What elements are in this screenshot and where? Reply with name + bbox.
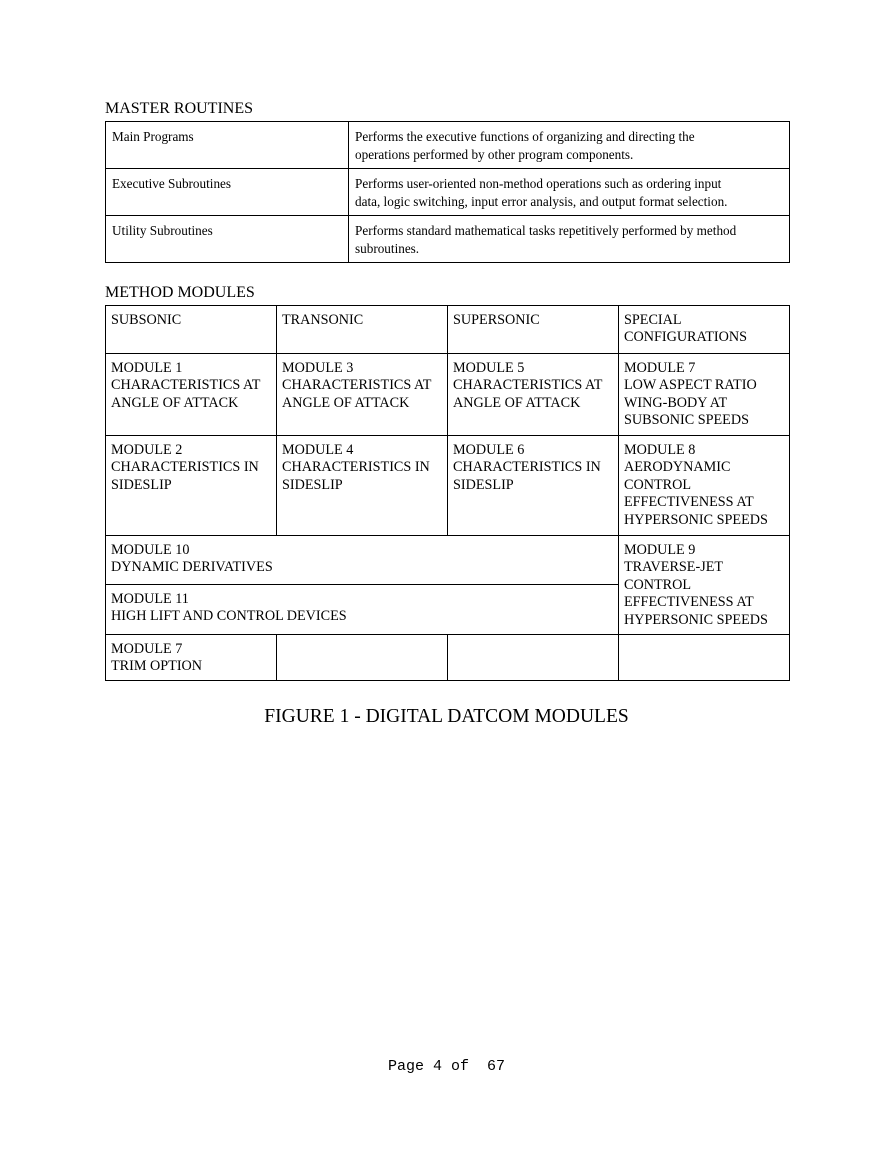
column-header-subsonic: SUBSONIC <box>106 306 277 354</box>
figure-caption: FIGURE 1 - DIGITAL DATCOM MODULES <box>264 706 629 727</box>
module-cell-high-lift: MODULE 11 HIGH LIFT AND CONTROL DEVICES <box>106 585 619 635</box>
table-row <box>106 436 790 536</box>
module-cell: MODULE 6 CHARACTERISTICS IN SIDESLIP <box>448 436 619 536</box>
module-cell: MODULE 1 CHARACTERISTICS AT ANGLE OF ATTACK <box>106 354 277 436</box>
module-cell-trim-option: MODULE 7 TRIM OPTION <box>106 635 277 681</box>
method-modules-heading: METHOD MODULES <box>105 284 255 301</box>
table-row <box>106 169 790 216</box>
table-row <box>106 216 790 263</box>
master-routines-heading: MASTER ROUTINES <box>105 100 254 117</box>
module-cell: MODULE 7 LOW ASPECT RATIO WING-BODY AT SUBSONIC SPEEDS <box>619 354 790 436</box>
module-cell: MODULE 4 CHARACTERISTICS IN SIDESLIP <box>277 436 448 536</box>
table-header-row <box>106 306 790 354</box>
module-cell-dynamic-derivatives: MODULE 10 DYNAMIC DERIVATIVES <box>106 536 619 585</box>
module-cell-traverse-jet: MODULE 9 TRAVERSE-JET CONTROL EFFECTIVENESS AT HYPERSONIC SPEEDS <box>619 536 790 635</box>
column-header-special-configurations: SPECIAL CONFIGURATIONS <box>619 306 790 354</box>
table-row <box>106 536 790 585</box>
routine-description: Performs user-oriented non-method operations such as ordering input data, logic switching, input error analysis, and output format selection. <box>349 169 790 216</box>
column-header-supersonic: SUPERSONIC <box>448 306 619 354</box>
routine-name: Utility Subroutines <box>106 216 349 263</box>
empty-cell <box>619 635 790 681</box>
column-header-transonic: TRANSONIC <box>277 306 448 354</box>
page-number-footer: Page 4 of 67 <box>387 1058 506 1075</box>
module-cell: MODULE 2 CHARACTERISTICS IN SIDESLIP <box>106 436 277 536</box>
method-modules-table <box>105 305 790 681</box>
master-routines-table <box>105 121 790 263</box>
routine-description: Performs the executive functions of organizing and directing the operations performed by other program components. <box>349 122 790 169</box>
module-cell: MODULE 5 CHARACTERISTICS AT ANGLE OF ATTACK <box>448 354 619 436</box>
table-row <box>106 635 790 681</box>
empty-cell <box>448 635 619 681</box>
module-cell: MODULE 3 CHARACTERISTICS AT ANGLE OF ATTACK <box>277 354 448 436</box>
routine-name: Executive Subroutines <box>106 169 349 216</box>
routine-description: Performs standard mathematical tasks repetitively performed by method subroutines. <box>349 216 790 263</box>
table-row <box>106 122 790 169</box>
table-row <box>106 354 790 436</box>
empty-cell <box>277 635 448 681</box>
routine-name: Main Programs <box>106 122 349 169</box>
module-cell: MODULE 8 AERODYNAMIC CONTROL EFFECTIVENESS AT HYPERSONIC SPEEDS <box>619 436 790 536</box>
